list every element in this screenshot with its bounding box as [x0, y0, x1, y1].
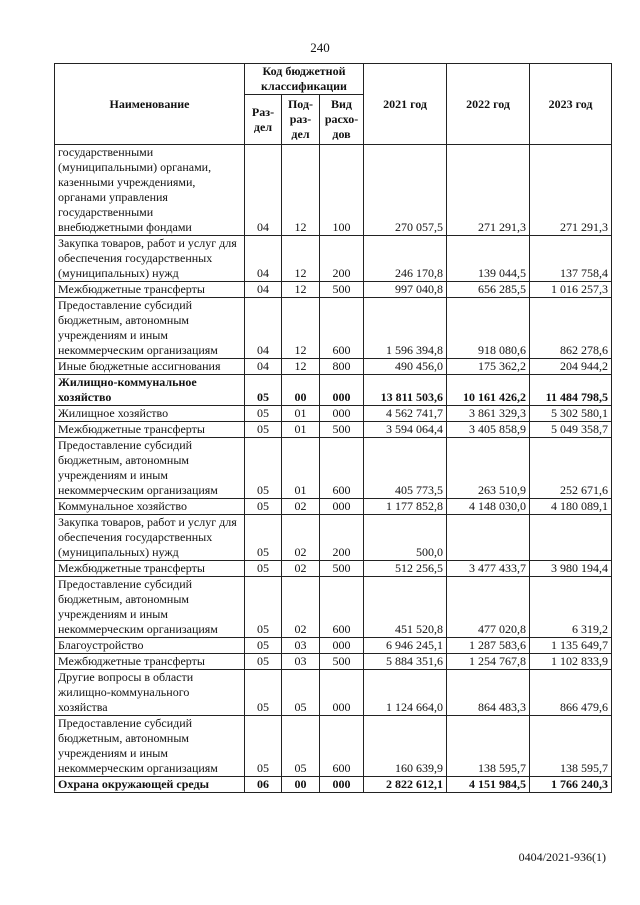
row-name: Благоустройство	[55, 638, 245, 654]
row-section: 06	[245, 777, 282, 793]
row-subsection: 05	[282, 670, 320, 716]
header-2023: 2023 год	[530, 64, 612, 145]
row-section: 04	[245, 282, 282, 298]
row-subsection: 02	[282, 561, 320, 577]
row-subsection: 12	[282, 298, 320, 359]
row-value-2023: 6 319,2	[530, 577, 612, 638]
table-row	[55, 282, 612, 298]
row-expense-type: 500	[320, 654, 364, 670]
row-subsection: 12	[282, 236, 320, 282]
row-subsection: 05	[282, 716, 320, 777]
row-value-2022: 477 020,8	[447, 577, 530, 638]
row-subsection: 02	[282, 499, 320, 515]
row-value-2023: 271 291,3	[530, 145, 612, 236]
row-section: 04	[245, 236, 282, 282]
row-section: 05	[245, 577, 282, 638]
row-value-2023: 1 102 833,9	[530, 654, 612, 670]
row-value-2023: 1 766 240,3	[530, 777, 612, 793]
row-subsection: 03	[282, 638, 320, 654]
row-name: Предоставление субсидий бюджетным, автономным учреждениям и иным некоммерческим организациям	[55, 577, 245, 638]
document-code: 0404/2021-936(1)	[518, 850, 606, 864]
row-subsection: 12	[282, 145, 320, 236]
row-value-2023: 137 758,4	[530, 236, 612, 282]
row-value-2022: 4 148 030,0	[447, 499, 530, 515]
row-value-2023: 11 484 798,5	[530, 375, 612, 406]
row-value-2022: 10 161 426,2	[447, 375, 530, 406]
row-subsection: 03	[282, 654, 320, 670]
row-value-2022: 138 595,7	[447, 716, 530, 777]
row-expense-type: 000	[320, 406, 364, 422]
row-value-2022: 864 483,3	[447, 670, 530, 716]
table-row	[55, 654, 612, 670]
row-subsection: 12	[282, 282, 320, 298]
row-subsection: 00	[282, 375, 320, 406]
row-value-2021: 1 596 394,8	[364, 298, 447, 359]
row-expense-type: 800	[320, 359, 364, 375]
row-value-2023: 252 671,6	[530, 438, 612, 499]
row-expense-type: 600	[320, 298, 364, 359]
row-value-2022: 3 405 858,9	[447, 422, 530, 438]
row-subsection: 00	[282, 777, 320, 793]
header-2022: 2022 год	[447, 64, 530, 145]
row-subsection: 01	[282, 406, 320, 422]
row-value-2021: 490 456,0	[364, 359, 447, 375]
row-value-2021: 5 884 351,6	[364, 654, 447, 670]
row-section: 04	[245, 145, 282, 236]
row-section: 05	[245, 438, 282, 499]
row-value-2022: 1 254 767,8	[447, 654, 530, 670]
row-section: 05	[245, 406, 282, 422]
row-value-2021: 4 562 741,7	[364, 406, 447, 422]
page-number: 240	[310, 40, 330, 55]
table-row	[55, 670, 612, 716]
row-section: 05	[245, 499, 282, 515]
row-value-2023: 204 944,2	[530, 359, 612, 375]
table-row	[55, 577, 612, 638]
row-section: 04	[245, 359, 282, 375]
row-value-2021: 451 520,8	[364, 577, 447, 638]
row-expense-type: 000	[320, 499, 364, 515]
table-row	[55, 499, 612, 515]
row-section: 05	[245, 422, 282, 438]
header-section: Раз-дел	[245, 95, 282, 145]
row-subsection: 12	[282, 359, 320, 375]
row-value-2021: 13 811 503,6	[364, 375, 447, 406]
row-section: 05	[245, 638, 282, 654]
row-value-2021: 2 822 612,1	[364, 777, 447, 793]
row-value-2021: 6 946 245,1	[364, 638, 447, 654]
row-value-2022: 3 861 329,3	[447, 406, 530, 422]
row-name: Другие вопросы в области жилищно-коммунального хозяйства	[55, 670, 245, 716]
row-expense-type: 000	[320, 777, 364, 793]
row-value-2023: 866 479,6	[530, 670, 612, 716]
row-value-2021: 246 170,8	[364, 236, 447, 282]
row-name: Предоставление субсидий бюджетным, автономным учреждениям и иным некоммерческим организациям	[55, 716, 245, 777]
row-value-2021: 270 057,5	[364, 145, 447, 236]
row-name: Охрана окружающей среды	[55, 777, 245, 793]
row-value-2023: 5 302 580,1	[530, 406, 612, 422]
row-name: Межбюджетные трансферты	[55, 422, 245, 438]
row-section: 05	[245, 375, 282, 406]
row-expense-type: 000	[320, 375, 364, 406]
row-value-2021: 1 177 852,8	[364, 499, 447, 515]
row-name: Межбюджетные трансферты	[55, 282, 245, 298]
row-expense-type: 500	[320, 422, 364, 438]
row-value-2022	[447, 515, 530, 561]
row-value-2022: 656 285,5	[447, 282, 530, 298]
row-name: Межбюджетные трансферты	[55, 561, 245, 577]
row-subsection: 01	[282, 422, 320, 438]
table-body	[55, 145, 612, 793]
table-row	[55, 359, 612, 375]
row-value-2022: 918 080,6	[447, 298, 530, 359]
row-value-2023: 1 016 257,3	[530, 282, 612, 298]
table-row	[55, 561, 612, 577]
table-row	[55, 145, 612, 236]
row-value-2021: 500,0	[364, 515, 447, 561]
row-value-2022: 175 362,2	[447, 359, 530, 375]
row-value-2022: 4 151 984,5	[447, 777, 530, 793]
row-value-2023: 5 049 358,7	[530, 422, 612, 438]
table-row	[55, 422, 612, 438]
row-name: Предоставление субсидий бюджетным, автономным учреждениям и иным некоммерческим организациям	[55, 298, 245, 359]
row-name: Межбюджетные трансферты	[55, 654, 245, 670]
row-name: Предоставление субсидий бюджетным, автономным учреждениям и иным некоммерческим организациям	[55, 438, 245, 499]
table-row	[55, 298, 612, 359]
row-section: 05	[245, 654, 282, 670]
table-row	[55, 375, 612, 406]
table-row	[55, 406, 612, 422]
row-subsection: 02	[282, 515, 320, 561]
row-value-2023: 4 180 089,1	[530, 499, 612, 515]
row-name: Закупка товаров, работ и услуг для обеспечения государственных (муниципальных) нужд	[55, 236, 245, 282]
row-value-2023	[530, 515, 612, 561]
row-value-2021: 405 773,5	[364, 438, 447, 499]
table-row	[55, 236, 612, 282]
row-value-2022: 271 291,3	[447, 145, 530, 236]
row-expense-type: 600	[320, 438, 364, 499]
row-expense-type: 100	[320, 145, 364, 236]
header-expense-type: Вид расхо-дов	[320, 95, 364, 145]
row-value-2021: 512 256,5	[364, 561, 447, 577]
row-value-2021: 3 594 064,4	[364, 422, 447, 438]
header-name: Наименование	[55, 64, 245, 145]
row-name: Коммунальное хозяйство	[55, 499, 245, 515]
row-name: Жилищное хозяйство	[55, 406, 245, 422]
row-expense-type: 600	[320, 577, 364, 638]
budget-table	[54, 63, 612, 793]
row-value-2023: 138 595,7	[530, 716, 612, 777]
row-value-2022: 263 510,9	[447, 438, 530, 499]
row-section: 04	[245, 298, 282, 359]
row-subsection: 01	[282, 438, 320, 499]
row-expense-type: 500	[320, 282, 364, 298]
row-value-2023: 3 980 194,4	[530, 561, 612, 577]
row-value-2022: 1 287 583,6	[447, 638, 530, 654]
row-name: Жилищно-коммунальное хозяйство	[55, 375, 245, 406]
row-expense-type: 200	[320, 515, 364, 561]
row-name: Иные бюджетные ассигнования	[55, 359, 245, 375]
table-row	[55, 777, 612, 793]
table-row	[55, 515, 612, 561]
row-section: 05	[245, 670, 282, 716]
table-row	[55, 638, 612, 654]
row-value-2023: 1 135 649,7	[530, 638, 612, 654]
row-value-2021: 160 639,9	[364, 716, 447, 777]
row-expense-type: 000	[320, 670, 364, 716]
row-value-2023: 862 278,6	[530, 298, 612, 359]
row-value-2021: 997 040,8	[364, 282, 447, 298]
row-section: 05	[245, 515, 282, 561]
row-value-2021: 1 124 664,0	[364, 670, 447, 716]
row-expense-type: 200	[320, 236, 364, 282]
row-value-2022: 139 044,5	[447, 236, 530, 282]
header-code-group: Код бюджетной классификации	[245, 64, 364, 95]
header-subsection: Под-раз-дел	[282, 95, 320, 145]
table-row	[55, 716, 612, 777]
row-name: государственными (муниципальными) органами, казенными учреждениями, органами управления государственными внебюджетными фондами	[55, 145, 245, 236]
row-section: 05	[245, 561, 282, 577]
row-expense-type: 500	[320, 561, 364, 577]
table-row	[55, 438, 612, 499]
row-section: 05	[245, 716, 282, 777]
row-subsection: 02	[282, 577, 320, 638]
row-value-2022: 3 477 433,7	[447, 561, 530, 577]
row-name: Закупка товаров, работ и услуг для обеспечения государственных (муниципальных) нужд	[55, 515, 245, 561]
row-expense-type: 000	[320, 638, 364, 654]
row-expense-type: 600	[320, 716, 364, 777]
header-2021: 2021 год	[364, 64, 447, 145]
